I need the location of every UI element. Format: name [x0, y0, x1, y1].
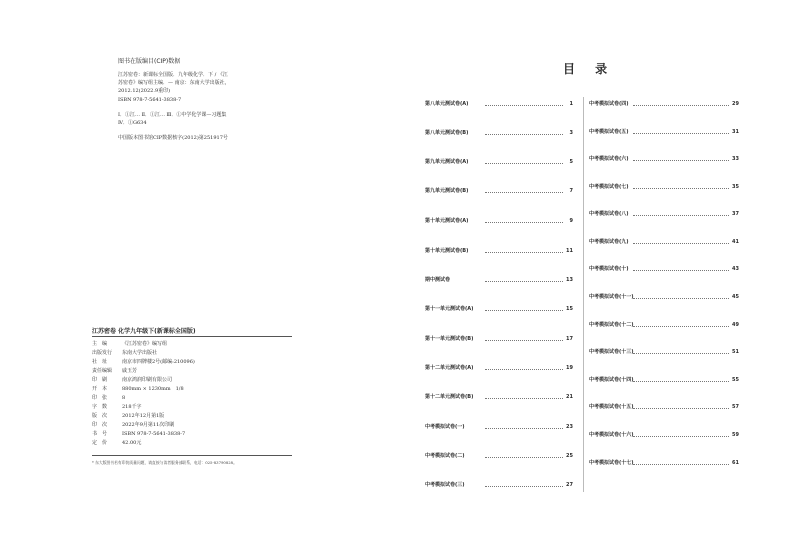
credit-row: [92, 430, 185, 438]
credit-key: 印 次: [92, 422, 108, 428]
toc-leader: [485, 398, 563, 399]
credit-row: [92, 367, 137, 375]
credit-value: 南京鸿润印刷有限公司: [122, 377, 173, 383]
credit-row: [92, 403, 142, 411]
credit-value: 880mm × 1230mm 1/8: [122, 386, 184, 392]
credit-row: [92, 358, 195, 366]
toc-entry-page: 21: [566, 394, 573, 400]
toc-entry-title: 中考模拟试卷(三): [425, 482, 465, 488]
toc-leader: [485, 163, 563, 164]
credit-value: 南京市四牌楼2号(邮编:210096): [122, 359, 195, 365]
toc-column-divider: [583, 97, 584, 492]
toc-leader: [485, 134, 563, 135]
toc-entry-title: 第八单元测试卷(A): [425, 101, 469, 107]
toc-entry[interactable]: [425, 336, 573, 344]
toc-entry-title: 中考模拟试卷(二): [425, 453, 465, 459]
credit-row: [92, 394, 125, 402]
toc-entry-title: 第十一单元测试卷(A): [425, 306, 474, 312]
toc-leader: [633, 270, 729, 271]
toc-leader: [633, 133, 729, 134]
toc-entry-page: 29: [732, 101, 739, 107]
toc-entry-title: 中考模拟试卷(八): [589, 211, 629, 217]
toc-entry-title: 第八单元测试卷(B): [425, 130, 469, 136]
toc-leader: [633, 105, 729, 106]
credit-row: [92, 421, 174, 429]
credit-key: 主 编: [92, 341, 108, 347]
toc-entry[interactable]: [589, 294, 739, 302]
toc-leader: [485, 340, 563, 341]
toc-entry-title: 中考模拟试卷(一): [425, 424, 465, 430]
toc-entry[interactable]: [589, 184, 739, 192]
credit-key: 版 次: [92, 413, 108, 419]
credit-key: 责任编辑: [92, 368, 113, 374]
toc-entry-title: 第十二单元测试卷(B): [425, 394, 474, 400]
toc-leader: [633, 353, 729, 354]
toc-leader: [633, 464, 729, 465]
toc-leader: [485, 252, 563, 253]
toc-leader: [485, 369, 563, 370]
toc-entry[interactable]: [589, 211, 739, 219]
toc-entry-title: 第九单元测试卷(A): [425, 159, 469, 165]
toc-entry-page: 57: [732, 404, 739, 410]
toc-leader: [633, 326, 729, 327]
toc-entry[interactable]: [425, 159, 573, 167]
toc-leader: [633, 160, 729, 161]
credit-value: 东南大学出版社: [122, 350, 158, 356]
toc-entry-title: 中考模拟试卷(九): [589, 239, 629, 245]
cip-line: 2012.12(2022.9重印): [118, 88, 171, 94]
toc-entry-page: 27: [566, 482, 573, 488]
toc-entry[interactable]: [425, 188, 573, 196]
toc-entry-title: 中考模拟试卷(四): [589, 101, 629, 107]
toc-entry-title: 期中测试卷: [425, 277, 451, 283]
toc-entry-title: 中考模拟试卷(十): [589, 266, 629, 272]
credit-key: 印 张: [92, 395, 108, 401]
toc-entry-page: 5: [569, 159, 573, 165]
toc-entry-page: 11: [566, 248, 573, 254]
toc-entry-page: 31: [732, 129, 739, 135]
toc-entry-page: 33: [732, 156, 739, 162]
toc-entry[interactable]: [425, 248, 573, 256]
toc-leader: [633, 436, 729, 437]
toc-leader: [633, 188, 729, 189]
credit-key: 开 本: [92, 386, 108, 392]
toc-entry[interactable]: [425, 306, 573, 314]
credit-value: 42.00元: [122, 440, 142, 446]
cip-line: ISBN 978-7-5641-3838-7: [118, 97, 182, 103]
credit-row: [92, 439, 141, 447]
toc-entry-page: 45: [732, 294, 739, 300]
toc-entry[interactable]: [425, 101, 573, 109]
credit-key: 书 号: [92, 431, 108, 437]
toc-entry[interactable]: [589, 404, 739, 412]
cip-line: 中国版本图书馆CIP数据核字(2012)第251917号: [118, 135, 228, 141]
credits-divider: [92, 336, 292, 337]
toc-leader: [485, 222, 563, 223]
toc-entry-page: 41: [732, 239, 739, 245]
credit-row: [92, 385, 184, 393]
toc-entry[interactable]: [589, 460, 739, 468]
contents-page: [395, 0, 790, 558]
toc-entry-title: 中考模拟试卷(十六): [589, 432, 634, 438]
cip-line: Ⅰ．①江… Ⅱ．①江… Ⅲ．①中学化学课—习题集: [118, 112, 227, 118]
toc-entry[interactable]: [425, 424, 573, 432]
toc-entry[interactable]: [425, 482, 573, 490]
toc-entry-page: 13: [566, 277, 573, 283]
toc-leader: [633, 298, 729, 299]
toc-entry[interactable]: [425, 130, 573, 138]
credit-value: 8: [122, 395, 126, 401]
toc-entry-page: 19: [566, 365, 573, 371]
cip-line: 苏密卷》编写组主编．— 南京：东南大学出版社，: [118, 80, 230, 86]
credit-value: 2012年12月第1版: [122, 413, 165, 419]
toc-entry[interactable]: [589, 156, 739, 164]
toc-entry[interactable]: [425, 277, 573, 285]
toc-leader: [633, 215, 729, 216]
toc-entry-page: 17: [566, 336, 573, 342]
cip-line: 江苏密卷：新课标全国版．九年级化学．下 / 《江: [118, 72, 228, 78]
credit-value: 《江苏密卷》编写组: [122, 341, 168, 347]
toc-entry-page: 3: [569, 130, 573, 136]
credits-title: 江苏密卷 化学九年级下(新课标全国版): [92, 328, 196, 335]
toc-entry-title: 第十单元测试卷(B): [425, 248, 469, 254]
toc-entry-page: 23: [566, 424, 573, 430]
credit-key: 社 址: [92, 359, 108, 365]
toc-entry-title: 第十单元测试卷(A): [425, 218, 469, 224]
credit-key: 定 价: [92, 440, 108, 446]
credit-value: 戚玉芳: [122, 368, 138, 374]
toc-entry-title: 中考模拟试卷(十五): [589, 404, 634, 410]
toc-entry-title: 中考模拟试卷(十七): [589, 460, 634, 466]
toc-leader: [485, 281, 563, 282]
toc-entry[interactable]: [589, 239, 739, 247]
toc-entry-page: 25: [566, 453, 573, 459]
toc-entry-title: 中考模拟试卷(十一): [589, 294, 634, 300]
credits-note: * 东大版图书若有印装质量问题，请直接与读者服务部联系，电话：025-83790828。: [92, 460, 237, 465]
toc-leader: [485, 457, 563, 458]
toc-entry-page: 59: [732, 432, 739, 438]
toc-entry-title: 第九单元测试卷(B): [425, 188, 469, 194]
toc-entry-page: 7: [569, 188, 573, 194]
toc-entry-title: 中考模拟试卷(十四): [589, 377, 634, 383]
toc-entry-page: 61: [732, 460, 739, 466]
toc-entry[interactable]: [589, 349, 739, 357]
toc-entry[interactable]: [425, 218, 573, 226]
toc-leader: [485, 486, 563, 487]
toc-entry[interactable]: [589, 266, 739, 274]
toc-entry[interactable]: [589, 377, 739, 385]
toc-leader: [485, 428, 563, 429]
cip-heading: 图书在版编目(CIP)数据: [118, 58, 181, 65]
toc-entry[interactable]: [425, 394, 573, 402]
toc-entry-page: 43: [732, 266, 739, 272]
toc-leader: [633, 381, 729, 382]
cip-line: Ⅳ．①G634: [118, 120, 147, 126]
toc-leader: [485, 105, 563, 106]
toc-entry[interactable]: [589, 129, 739, 137]
credit-row: [92, 376, 172, 384]
toc-title: 目 录: [563, 62, 616, 76]
toc-entry[interactable]: [425, 365, 573, 373]
toc-entry-title: 第十一单元测试卷(B): [425, 336, 474, 342]
credit-key: 印 刷: [92, 377, 108, 383]
toc-entry[interactable]: [589, 322, 739, 330]
credit-value: ISBN 978-7-5641-3838-7: [122, 431, 186, 437]
toc-entry-page: 51: [732, 349, 739, 355]
credit-value: 218千字: [122, 404, 142, 410]
toc-entry-page: 9: [569, 218, 573, 224]
toc-entry-page: 37: [732, 211, 739, 217]
toc-entry-page: 15: [566, 306, 573, 312]
credit-row: [92, 349, 157, 357]
toc-leader: [485, 192, 563, 193]
toc-leader: [485, 310, 563, 311]
toc-entry-title: 中考模拟试卷(十二): [589, 322, 634, 328]
credit-value: 2022年9月第11次印刷: [122, 422, 175, 428]
toc-entry-title: 中考模拟试卷(五): [589, 129, 629, 135]
toc-entry[interactable]: [589, 101, 739, 109]
toc-entry-title: 中考模拟试卷(七): [589, 184, 629, 190]
credit-key: 出版发行: [92, 350, 113, 356]
toc-entry-page: 55: [732, 377, 739, 383]
toc-entry-title: 中考模拟试卷(六): [589, 156, 629, 162]
toc-entry[interactable]: [589, 432, 739, 440]
credit-row: [92, 340, 167, 348]
credits-bottom-divider: [92, 455, 292, 456]
toc-entry-page: 35: [732, 184, 739, 190]
toc-entry-title: 第十二单元测试卷(A): [425, 365, 474, 371]
credit-key: 字 数: [92, 404, 108, 410]
toc-entry-page: 1: [569, 101, 573, 107]
credit-row: [92, 412, 164, 420]
toc-entry-title: 中考模拟试卷(十三): [589, 349, 634, 355]
toc-entry-page: 49: [732, 322, 739, 328]
toc-leader: [633, 408, 729, 409]
toc-entry[interactable]: [425, 453, 573, 461]
toc-leader: [633, 243, 729, 244]
